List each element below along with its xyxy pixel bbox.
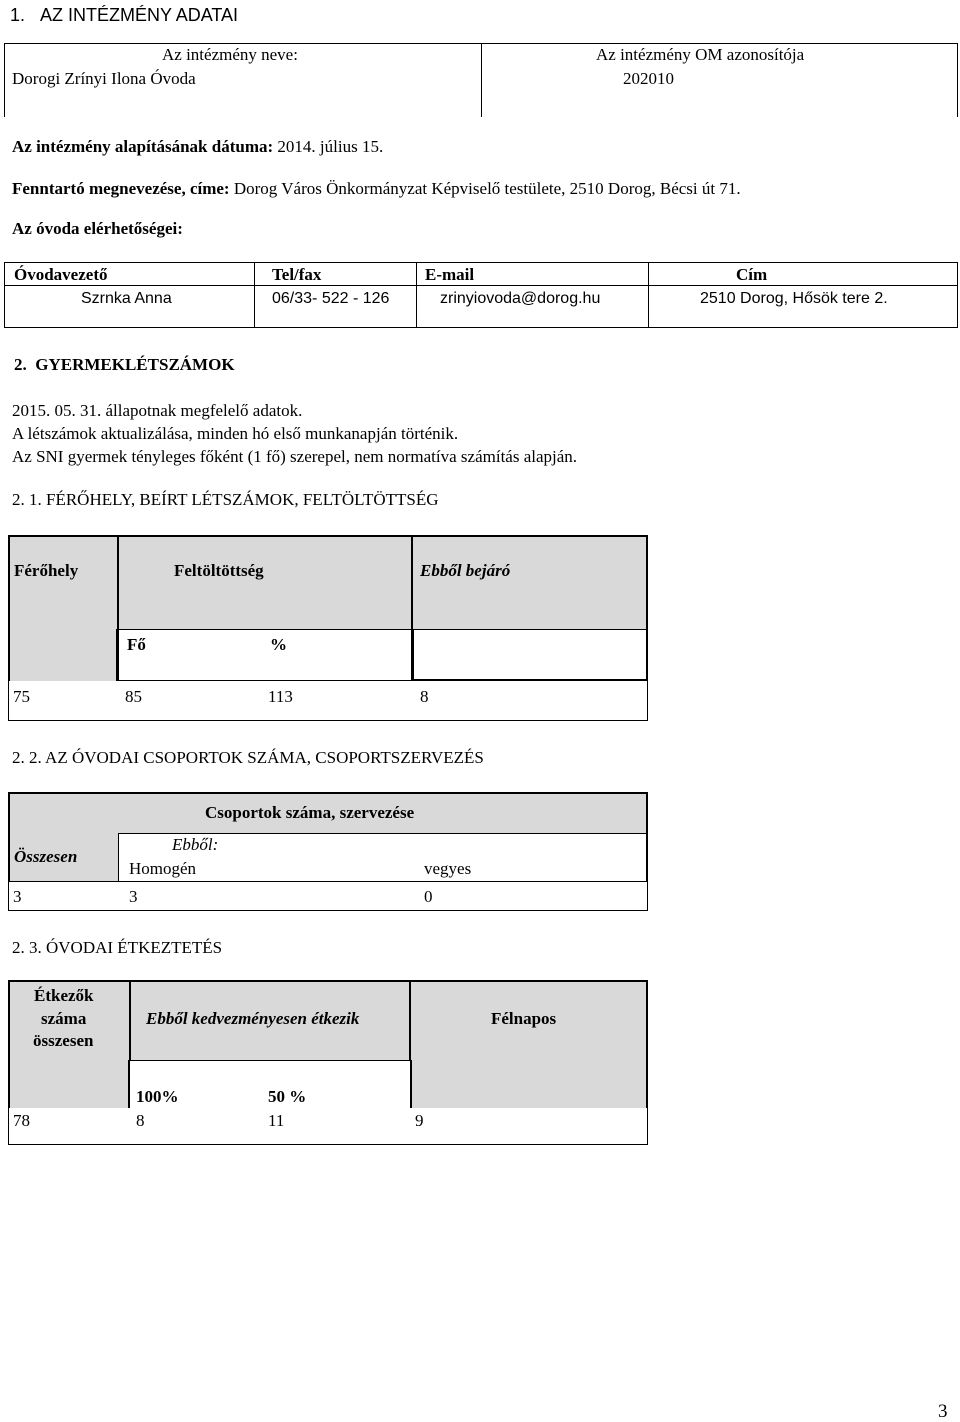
capacity-table-divider-1 — [117, 535, 119, 681]
meals-value-felnapos: 9 — [415, 1111, 424, 1130]
section2-line2: A létszámok aktualizálása, minden hó első munkanapján történik. — [12, 424, 459, 443]
sub23-heading: 2. 3. ÓVODAI ÉTKEZTETÉS — [12, 938, 223, 957]
contacts-header-email: E-mail — [425, 265, 475, 284]
section2-line3: Az SNI gyermek tényleges főként (1 fő) szerepel, nem normatíva számítás alapján. — [12, 447, 578, 466]
meals-table-values — [8, 1107, 648, 1145]
groups-table-ebbol-line — [118, 833, 648, 834]
meals-table-divider-2 — [409, 980, 411, 1060]
contacts-telfax-value: 06/33- 522 - 126 — [272, 290, 390, 307]
meals-value-etkezok: 78 — [13, 1111, 30, 1130]
groups-osszesen: Összesen — [14, 847, 78, 866]
section2-line1: 2015. 05. 31. állapotnak megfelelő adatok. — [12, 401, 303, 420]
maintainer — [12, 180, 741, 197]
contacts-table-col-divider-2 — [416, 262, 417, 328]
section1-heading: 1. AZ INTÉZMÉNY ADATAI — [10, 5, 239, 25]
groups-table-values — [8, 881, 648, 911]
founding-date-label: Az intézmény alapításának dátuma: — [12, 137, 274, 156]
groups-table-divider — [118, 833, 119, 881]
founding-date-value: 2014. július 15. — [277, 137, 384, 156]
meals-value-50: 11 — [268, 1111, 285, 1130]
institution-name-value: Dorogi Zrínyi Ilona Óvoda — [12, 69, 196, 88]
capacity-table-subheader-right — [412, 629, 648, 681]
capacity-table-values — [8, 681, 648, 721]
founding-date — [12, 138, 383, 155]
meals-table-right-gray — [410, 1060, 648, 1108]
capacity-table-header — [8, 535, 648, 630]
meals-header-50: 50 % — [268, 1087, 307, 1106]
meals-header-etkezok-3: összesen — [33, 1031, 94, 1050]
meals-header-100: 100% — [136, 1087, 179, 1106]
contacts-email-value[interactable]: zrinyiovoda@dorog.hu — [440, 290, 601, 307]
institution-om-value: 202010 — [623, 69, 674, 88]
contacts-header-director: Óvodavezető — [14, 265, 108, 284]
capacity-value-fo: 85 — [125, 687, 142, 706]
contacts-header-address: Cím — [736, 265, 768, 284]
groups-title: Csoportok száma, szervezése — [205, 803, 415, 822]
contacts-director-value: Szrnka Anna — [81, 290, 172, 307]
capacity-header-fo: Fő — [127, 635, 146, 654]
groups-table-right-border — [646, 833, 648, 881]
section2-heading: 2. GYERMEKLÉTSZÁMOK — [14, 355, 235, 374]
capacity-header-feltoltottseg: Feltöltöttség — [174, 561, 264, 580]
institution-om-label: Az intézmény OM azonosítója — [596, 45, 805, 64]
groups-ebbol: Ebből: — [172, 835, 219, 854]
contacts-table-underline — [4, 285, 958, 286]
groups-homogen: Homogén — [129, 859, 197, 878]
meals-value-100: 8 — [136, 1111, 145, 1130]
meals-table-left-gray — [8, 1060, 130, 1108]
contacts-address-value: 2510 Dorog, Hősök tere 2. — [700, 290, 888, 307]
capacity-table-divider-2 — [411, 535, 413, 681]
groups-vegyes: vegyes — [424, 859, 472, 878]
capacity-table-subheader-left — [8, 629, 118, 681]
maintainer-label: Fenntartó megnevezése, címe: — [12, 179, 230, 198]
meals-header-etkezok-2: száma — [41, 1009, 87, 1028]
capacity-header-bejaro: Ebből bejáró — [420, 561, 511, 580]
institution-name-label: Az intézmény neve: — [162, 45, 298, 64]
meals-header-kedvezmeny: Ebből kedvezményesen étkezik — [146, 1009, 360, 1028]
sub22-heading: 2. 2. AZ ÓVODAI CSOPORTOK SZÁMA, CSOPORTSZERVEZÉS — [12, 748, 484, 767]
sub21-heading: 2. 1. FÉRŐHELY, BEÍRT LÉTSZÁMOK, FELTÖLTÖTTSÉG — [12, 490, 439, 509]
capacity-value-pct: 113 — [268, 687, 293, 706]
capacity-table-subheader-mid — [118, 629, 412, 681]
meals-table-divider-1 — [129, 980, 131, 1060]
groups-value-homogen: 3 — [129, 887, 138, 906]
capacity-value-bejaro: 8 — [420, 687, 429, 706]
maintainer-value: Dorog Város Önkormányzat Képviselő testülete, 2510 Dorog, Bécsi út 71. — [233, 179, 741, 198]
capacity-value-ferohely: 75 — [13, 687, 30, 706]
capacity-header-ferohely: Férőhely — [14, 561, 79, 580]
contacts-table-col-divider-3 — [648, 262, 649, 328]
meals-header-felnapos: Félnapos — [491, 1009, 557, 1028]
contacts-table-col-divider-1 — [254, 262, 255, 328]
page-number: 3 — [938, 1401, 948, 1422]
contacts-header-telfax: Tel/fax — [272, 265, 322, 284]
meals-header-etkezok-1: Étkezők — [34, 986, 94, 1005]
contacts-label: Az óvoda elérhetőségei: — [12, 219, 183, 238]
capacity-header-pct: % — [270, 635, 287, 654]
groups-value-osszesen: 3 — [13, 887, 22, 906]
institution-table-divider — [481, 43, 482, 117]
groups-value-vegyes: 0 — [424, 887, 433, 906]
